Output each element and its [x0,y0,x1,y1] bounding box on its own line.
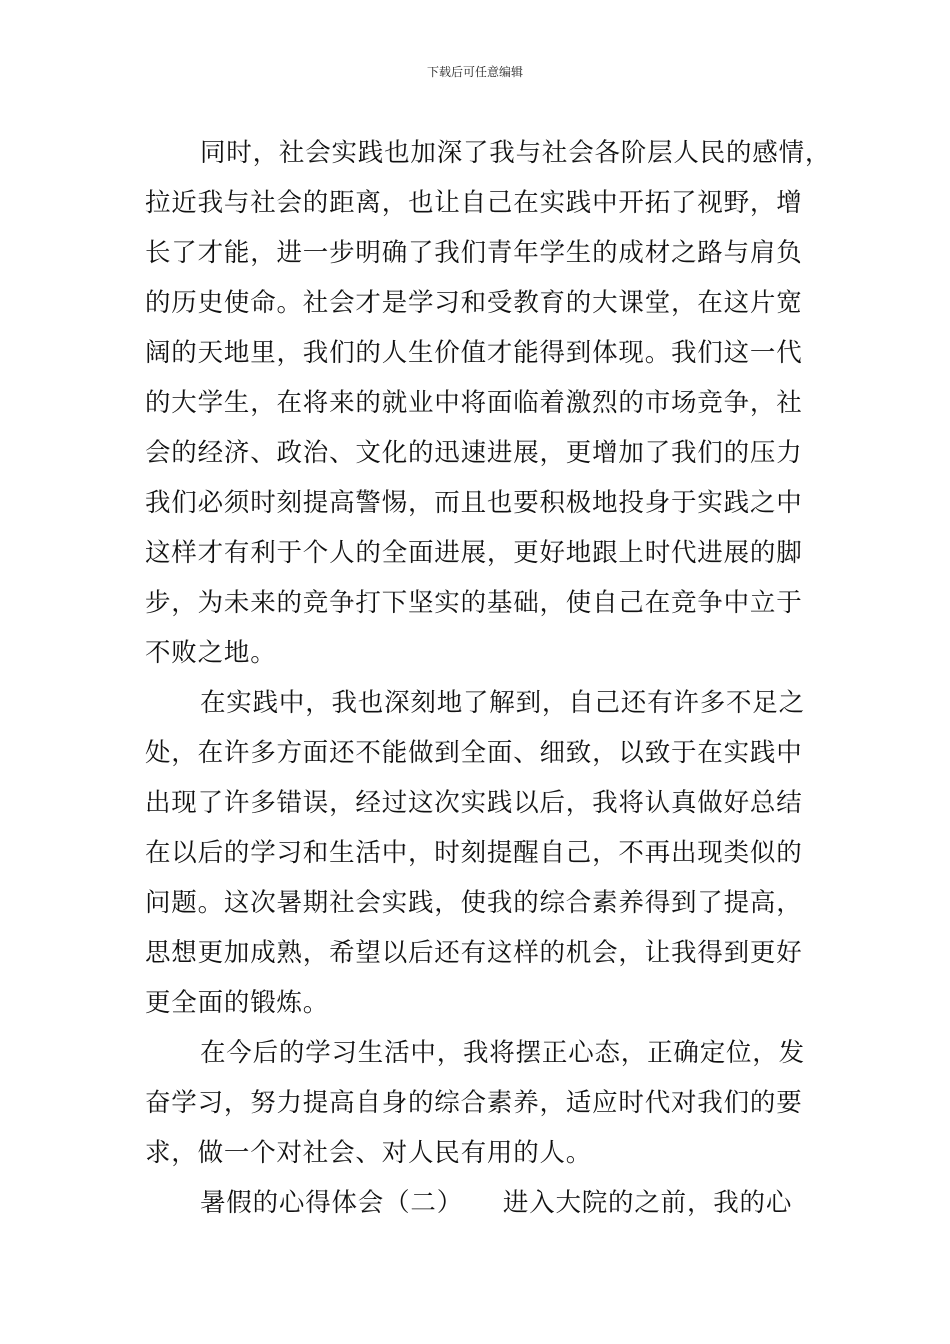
text-line: 思想更加成熟，希望以后还有这样的机会，让我得到更好 [145,938,803,968]
text-line: 处，在许多方面还不能做到全面、细致，以致于在实践中 [145,738,803,768]
text-line: 不败之地。 [145,638,277,668]
text-line: 的历史使命。社会才是学习和受教育的大课堂，在这片宽 [145,288,803,318]
text-line: 拉近我与社会的距离，也让自己在实践中开拓了视野，增 [145,188,803,218]
text-line: 我们必须时刻提高警惕，而且也要积极地投身于实践之中 [145,488,803,518]
text-line: 奋学习，努力提高自身的综合素养，适应时代对我们的要 [145,1088,803,1118]
text-line: 在今后的学习生活中，我将摆正心态，正确定位，发 [200,1038,805,1068]
text-line: 更全面的锻炼。 [145,988,330,1018]
document-body [145,128,832,1228]
text-line: 求，做一个对社会、对人民有用的人。 [145,1138,593,1168]
text-line: 在实践中，我也深刻地了解到，自己还有许多不足之 [200,688,805,718]
text-line: 在以后的学习和生活中，时刻提醒自己，不再出现类似的 [145,838,803,868]
text-line: 长了才能，进一步明确了我们青年学生的成材之路与肩负 [145,238,803,268]
text-line: 暑假的心得体会（二） 进入大院的之前，我的心 [200,1188,793,1218]
text-line: 这样才有利于个人的全面进展，更好地跟上时代进展的脚 [145,538,803,568]
text-line: 同时，社会实践也加深了我与社会各阶层人民的感情， [200,138,832,168]
page-header: 下载后可任意编辑 [426,65,523,79]
text-line: 阔的天地里，我们的人生价值才能得到体现。我们这一代 [145,338,803,368]
text-line: 步，为未来的竞争打下坚实的基础，使自己在竞争中立于 [145,588,803,618]
text-line: 会的经济、政治、文化的迅速进展，更增加了我们的压力 [145,438,803,468]
text-line: 的大学生，在将来的就业中将面临着激烈的市场竞争，社 [145,388,803,418]
text-line: 问题。这次暑期社会实践，使我的综合素养得到了提高， [145,888,803,918]
text-line: 出现了许多错误，经过这次实践以后，我将认真做好总结 [145,788,803,818]
